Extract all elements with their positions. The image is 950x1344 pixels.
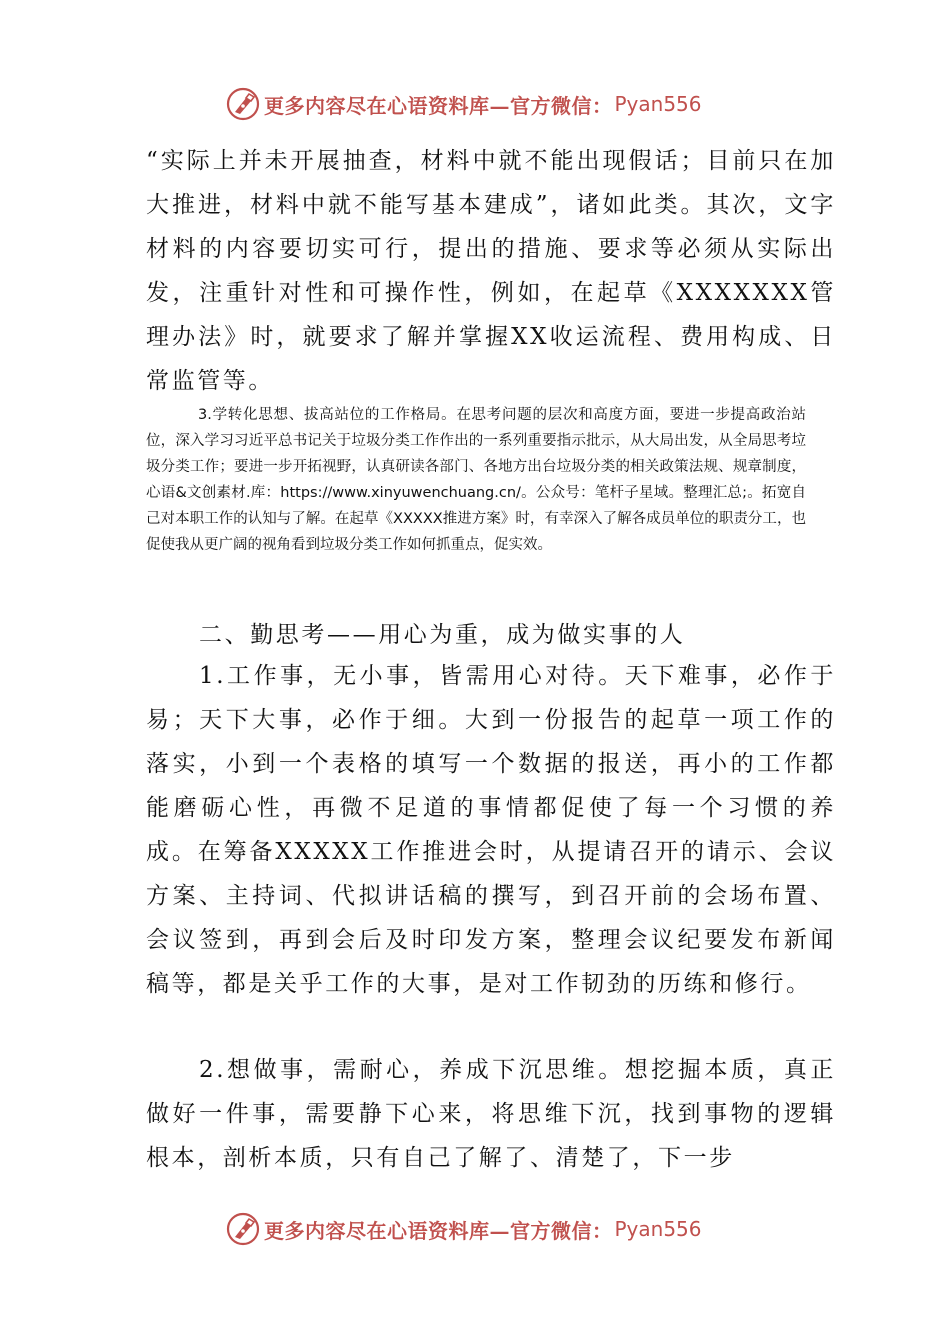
watermark-text: 更多内容尽在心语资料库—官方微信： [264, 1218, 613, 1243]
pen-nib-circle-icon [226, 1212, 260, 1246]
pen-nib-circle-icon [226, 87, 260, 121]
watermark-wechat-id: Pyan556 [614, 1217, 702, 1241]
paragraph-point-2: 2.想做事，需耐心，养成下沉思维。想挖掘本质，真正做好一件事，需要静下心来，将思维下沉，找到事物的逻辑根本，剖析本质，只有自己了解了、清楚了，下一步 [146, 1057, 836, 1171]
watermark-banner-bottom [226, 1211, 726, 1247]
watermark-banner-top [226, 86, 726, 122]
watermark-text: 更多内容尽在心语资料库—官方微信： [264, 93, 613, 118]
paragraph-point-3: 3.学转化思想、拔高站位的工作格局。在思考问题的层次和高度方面，要进一步提高政治站位，深入学习习近平总书记关于垃圾分类工作作出的一系列重要指示批示，从大局出发，从全局思考垃圾分类工作；要进一步开拓视野，认真研读各部门、各地方出台垃圾分类的相关政策法规、规章制度，心语&文创素材.库：https://www.xinyuwenchuang.cn/。公众号：笔杆子星域。整理汇总;。拓宽自己对本职工作的认知与了解。在起草《XXXXX推进方案》时，有幸深入了解各成员单位的职责分工，也促使我从更广阔的视角看到垃圾分类工作如何抓重点，促实效。 [146, 407, 806, 553]
paragraph-quote-continuation: “实际上并未开展抽查，材料中就不能出现假话；目前只在加大推进，材料中就不能写基本建成”，诸如此类。其次，文字材料的内容要切实可行，提出的措施、要求等必须从实际出发，注重针对性和可操作性，例如，在起草《XXXXXXX管理办法》时，就要求了解并掌握XX收运流程、费用构成、日常监管等。 [146, 148, 836, 394]
paragraph-point-1: 1.工作事，无小事，皆需用心对待。天下难事，必作于易；天下大事，必作于细。大到一份报告的起草一项工作的落实，小到一个表格的填写一个数据的报送，再小的工作都能磨砺心性，再微不足道的事情都促使了每一个习惯的养成。在筹备XXXXX工作推进会时，从提请召开的请示、会议方案、主持词、代拟讲话稿的撰写，到召开前的会场布置、会议签到，再到会后及时印发方案，整理会议纪要发布新闻稿等，都是关乎工作的大事，是对工作韧劲的历练和修行。 [146, 663, 836, 997]
watermark-wechat-id: Pyan556 [614, 92, 702, 116]
section-heading-2: 二、勤思考——用心为重，成为做实事的人 [199, 622, 686, 648]
